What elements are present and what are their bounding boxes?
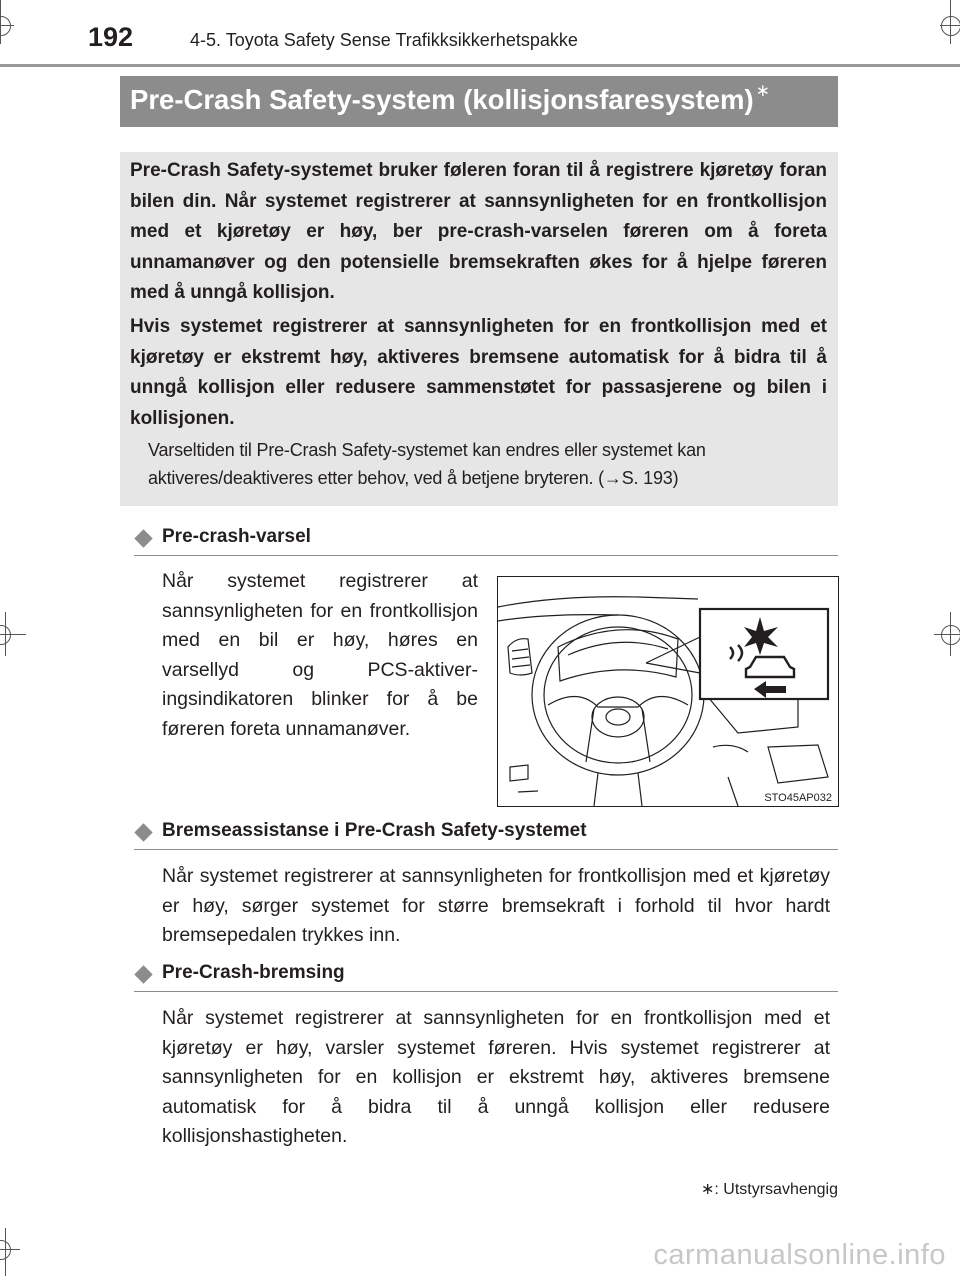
figure-code: STO45AP032: [764, 792, 832, 804]
diamond-icon: [134, 965, 152, 983]
crop-mark-line: [0, 634, 26, 635]
section-heading: [134, 962, 838, 992]
section-divider: [134, 555, 838, 556]
crop-mark-line: [934, 634, 960, 635]
note-page-ref: S. 193): [621, 468, 679, 488]
diamond-icon: [134, 823, 152, 841]
section-divider: [134, 991, 838, 992]
section-title-text: Pre-Crash Safety-system (kollisjonsfaresystem): [130, 84, 754, 115]
section-text: Når systemet registrerer at sannsynligheten for en frontkollisjon med en bil er høy, høres en varsellyd og PCS-aktiveringsindikatoren blinker for å be føreren foreta unnamanøver.: [162, 570, 478, 740]
intro-box: [120, 152, 838, 506]
intro-paragraph: Hvis systemet registrerer at sannsynligheten for en frontkollisjon med et kjøretøy er ekstremt høy, aktiveres bremsene automatisk for å bidra til å unngå kollisjon eller redusere sammenstøtet for passasjerene og bilen i kollisjonen.: [130, 316, 827, 429]
section-heading-label: Pre-crash-varsel: [162, 526, 311, 547]
dashboard-drawing: [498, 577, 838, 806]
crop-mark-line: [0, 1249, 20, 1250]
crop-mark-line: [950, 0, 951, 44]
section-title-bar: [120, 76, 838, 127]
crop-mark-line: [950, 612, 951, 656]
crop-mark-line: [5, 1228, 6, 1276]
section-divider: [134, 849, 838, 850]
section-text: Når systemet registrerer at sannsynligheten for frontkollisjon med et kjøretøy er høy, sørger systemet for større bremsekraft i forhold til hvor hardt bremsepedalen trykkes inn.: [162, 865, 830, 947]
equipment-marker: ∗: [755, 81, 770, 100]
section-text: Når systemet registrerer at sannsynligheten for en frontkollisjon med et kjøretøy er høy, varsler systemet føreren. Hvis systemet registrerer at sannsynligheten for en kollisjon er ekstremt høy, aktiveres bremsene automatisk for å bidra til å unngå kollisjon eller redusere kollisjonshastigheten.: [162, 1007, 830, 1148]
dashboard-illustration: [497, 576, 839, 807]
arrow-icon: →: [603, 468, 622, 488]
footnote-text: : Utstyrsavhengig: [714, 1181, 838, 1198]
section-heading-label: Bremseassistanse i Pre-Crash Safety-systemet: [162, 820, 587, 841]
intro-paragraph: Pre-Crash Safety-systemet bruker føleren foran til å registrere kjøretøy foran bilen din. Når systemet registrerer at sannsynligheten for en frontkollisjon med et kjøretøy er høy, ber pre-crash-varselen føreren om å foreta unnamanøver og den potensielle bremsekraften økes for å hjelpe føreren med å unngå kollisjon.: [130, 160, 827, 303]
footnote: [701, 1179, 838, 1199]
watermark: carmanualsonline.info: [653, 1239, 946, 1271]
section-heading: [134, 820, 838, 850]
crop-mark-line: [0, 25, 14, 26]
intro-note: [148, 436, 828, 492]
asterisk-icon: ∗: [700, 1181, 715, 1198]
note-text: Varseltiden til Pre-Crash Safety-systemet kan endres eller systemet kan aktiveres/deaktiveres etter behov, ved å betjene bryteren. (: [148, 440, 706, 488]
chapter-title: 4-5. Toyota Safety Sense Trafikksikkerhetspakke: [190, 30, 578, 50]
section-heading: [134, 526, 838, 556]
crop-mark-line: [0, 0, 1, 44]
section-title: [130, 81, 770, 116]
page-number: 192: [88, 22, 134, 52]
header-divider: [0, 64, 960, 67]
section-heading-label: Pre-Crash-bremsing: [162, 962, 345, 983]
diamond-icon: [134, 529, 152, 547]
crop-mark-line: [5, 612, 6, 656]
